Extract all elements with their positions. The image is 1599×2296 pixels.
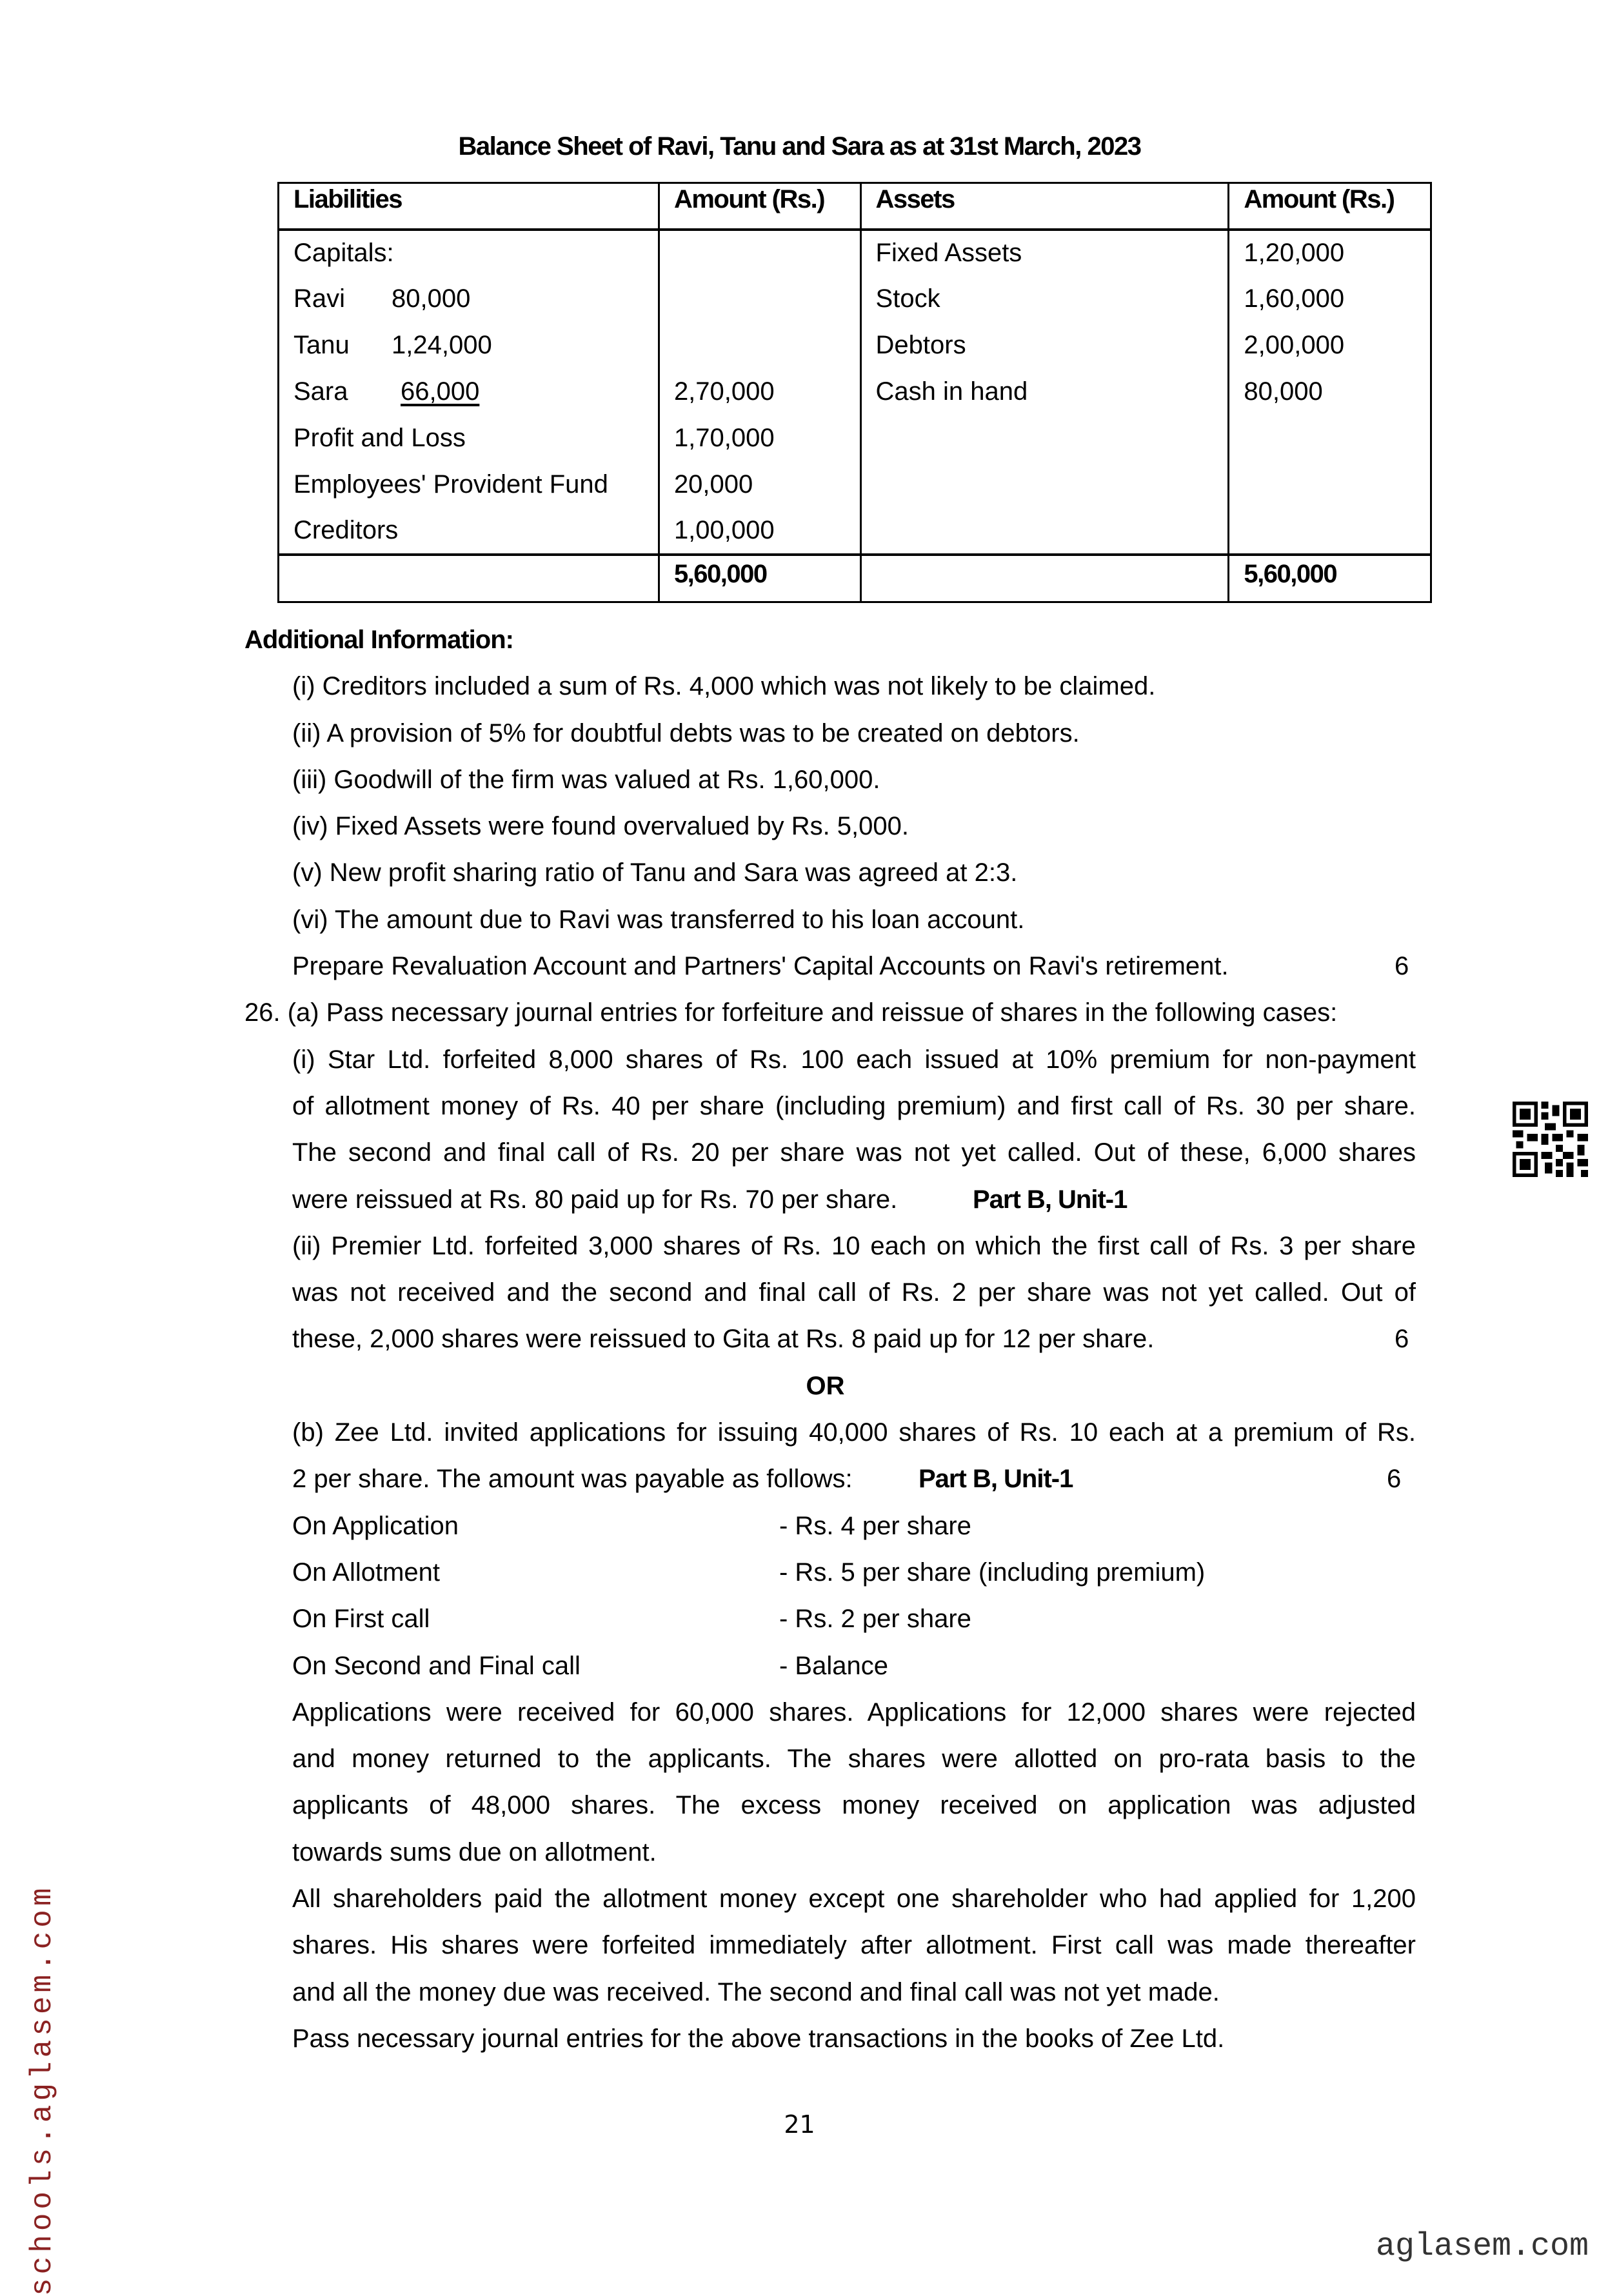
- unit-label: Part B, Unit-1: [973, 1176, 1127, 1223]
- asset-amount: 1,20,000: [1229, 230, 1431, 276]
- text-line: All shareholders paid the allotment money except one shareholder who had applied for 1,200: [292, 1875, 1416, 1922]
- asset-amount: 1,60,000: [1229, 276, 1431, 322]
- asset-label: Stock: [860, 276, 1229, 322]
- schedule-label: On Allotment: [292, 1549, 440, 1596]
- table-row: [279, 369, 1431, 415]
- info-item: (iii) Goodwill of the firm was valued at Rs. 1,60,000.: [292, 757, 880, 803]
- marks: 6: [1395, 943, 1409, 989]
- table-row: [279, 322, 1431, 369]
- text-line: were reissued at Rs. 80 paid up for Rs. 70 per share.: [292, 1176, 897, 1223]
- total-liabilities: 5,60,000: [659, 555, 860, 602]
- liability-label: Profit and Loss: [279, 415, 659, 462]
- q26-intro: 26. (a) Pass necessary journal entries for forfeiture and reissue of shares in the following cases:: [244, 989, 1337, 1036]
- info-item: (vi) The amount due to Ravi was transferred to his loan account.: [292, 896, 1024, 943]
- table-row: [279, 462, 1431, 508]
- text-line: The second and final call of Rs. 20 per share was not yet called. Out of these, 6,000 shares: [292, 1129, 1416, 1176]
- text-line: Applications were received for 60,000 shares. Applications for 12,000 shares were rejected: [292, 1689, 1416, 1736]
- liability-label: Creditors: [279, 508, 659, 555]
- or-separator: OR: [26, 1363, 1599, 1409]
- marks: 6: [1395, 1316, 1409, 1362]
- text-line: of allotment money of Rs. 40 per share (including premium) and first call of Rs. 30 per share.: [292, 1083, 1416, 1129]
- schedule-label: On First call: [292, 1596, 430, 1642]
- asset-label: Fixed Assets: [860, 230, 1229, 276]
- asset-amount: 2,00,000: [1229, 322, 1431, 369]
- table-row: [279, 276, 1431, 322]
- liability-amount: 1,00,000: [659, 508, 860, 555]
- info-item: (iv) Fixed Assets were found overvalued by Rs. 5,000.: [292, 803, 909, 849]
- text-line: shares. His shares were forfeited immediately after allotment. First call was made thereafter: [292, 1922, 1416, 1968]
- text-line: (b) Zee Ltd. invited applications for issuing 40,000 shares of Rs. 10 each at a premium of Rs.: [292, 1409, 1416, 1456]
- info-item: (v) New profit sharing ratio of Tanu and Sara was agreed at 2:3.: [292, 849, 1017, 896]
- text-line: was not received and the second and final call of Rs. 2 per share was not yet called. Out of: [292, 1269, 1416, 1316]
- text-line: (ii) Premier Ltd. forfeited 3,000 shares of Rs. 10 each on which the first call of Rs. 3 per share: [292, 1223, 1416, 1269]
- unit-label: Part B, Unit-1: [919, 1456, 1073, 1502]
- schedule-value: - Balance: [779, 1643, 888, 1689]
- schedule-value: - Rs. 2 per share: [779, 1596, 971, 1642]
- text-line: (i) Star Ltd. forfeited 8,000 shares of Rs. 100 each issued at 10% premium for non-payment: [292, 1036, 1416, 1083]
- balance-sheet-table: [277, 182, 1432, 603]
- text-line: and money returned to the applicants. The shares were allotted on pro-rata basis to the: [292, 1736, 1416, 1782]
- info-item: (i) Creditors included a sum of Rs. 4,000 which was not likely to be claimed.: [292, 663, 1155, 709]
- schedule-value: - Rs. 4 per share: [779, 1503, 971, 1549]
- col-amount: Amount (Rs.): [659, 183, 860, 230]
- text-line: applicants of 48,000 shares. The excess money received on application was adjusted: [292, 1782, 1416, 1828]
- table-header: [279, 183, 1431, 230]
- liability-amount: 1,70,000: [659, 415, 860, 462]
- text-line: towards sums due on allotment.: [292, 1829, 657, 1875]
- total-row: [279, 555, 1431, 602]
- col-liabilities: Liabilities: [279, 183, 659, 230]
- text-line: and all the money due was received. The second and final call was not yet made.: [292, 1969, 1220, 2015]
- question-text: [0, 617, 1599, 2062]
- marks: 6: [1387, 1456, 1401, 1502]
- partner-capital: 80,000: [392, 284, 470, 313]
- liability-amount: 20,000: [659, 462, 860, 508]
- text-line: Pass necessary journal entries for the above transactions in the books of Zee Ltd.: [292, 2015, 1224, 2062]
- partner-capital: 1,24,000: [392, 331, 492, 359]
- balance-sheet-title: Balance Sheet of Ravi, Tanu and Sara as at 31st March, 2023: [0, 132, 1599, 161]
- schedule-label: On Application: [292, 1503, 459, 1549]
- instruction: Prepare Revaluation Account and Partners' Capital Accounts on Ravi's retirement.: [292, 943, 1229, 989]
- page-number: 21: [0, 2110, 1599, 2139]
- partner-name: Ravi: [293, 284, 392, 313]
- col-amount: Amount (Rs.): [1229, 183, 1431, 230]
- col-assets: Assets: [860, 183, 1229, 230]
- asset-label: Debtors: [860, 322, 1229, 369]
- additional-info-heading: Additional Information:: [244, 617, 513, 663]
- liability-label: Employees' Provident Fund: [279, 462, 659, 508]
- text-line: these, 2,000 shares were reissued to Gita at Rs. 8 paid up for 12 per share.: [292, 1316, 1154, 1362]
- asset-label: Cash in hand: [860, 369, 1229, 415]
- info-item: (ii) A provision of 5% for doubtful debts was to be created on debtors.: [292, 710, 1080, 757]
- schedule-label: On Second and Final call: [292, 1643, 581, 1689]
- partner-name: Tanu: [293, 331, 392, 360]
- asset-amount: 80,000: [1229, 369, 1431, 415]
- capitals-label: Capitals:: [279, 230, 659, 276]
- text-line: 2 per share. The amount was payable as follows:: [292, 1456, 853, 1502]
- partner-capital: 66,000: [401, 377, 479, 406]
- table-row: [279, 230, 1431, 276]
- qr-code-icon: [1512, 1102, 1589, 1177]
- table-row: [279, 508, 1431, 555]
- capitals-total: 2,70,000: [659, 369, 860, 415]
- schedule-value: - Rs. 5 per share (including premium): [779, 1549, 1205, 1596]
- total-assets: 5,60,000: [1229, 555, 1431, 602]
- table-row: [279, 415, 1431, 462]
- partner-name: Sara: [293, 377, 392, 406]
- watermark-side: schools.aglasem.com: [26, 1885, 59, 2296]
- watermark-bottom: aglasem.com: [1376, 2228, 1589, 2265]
